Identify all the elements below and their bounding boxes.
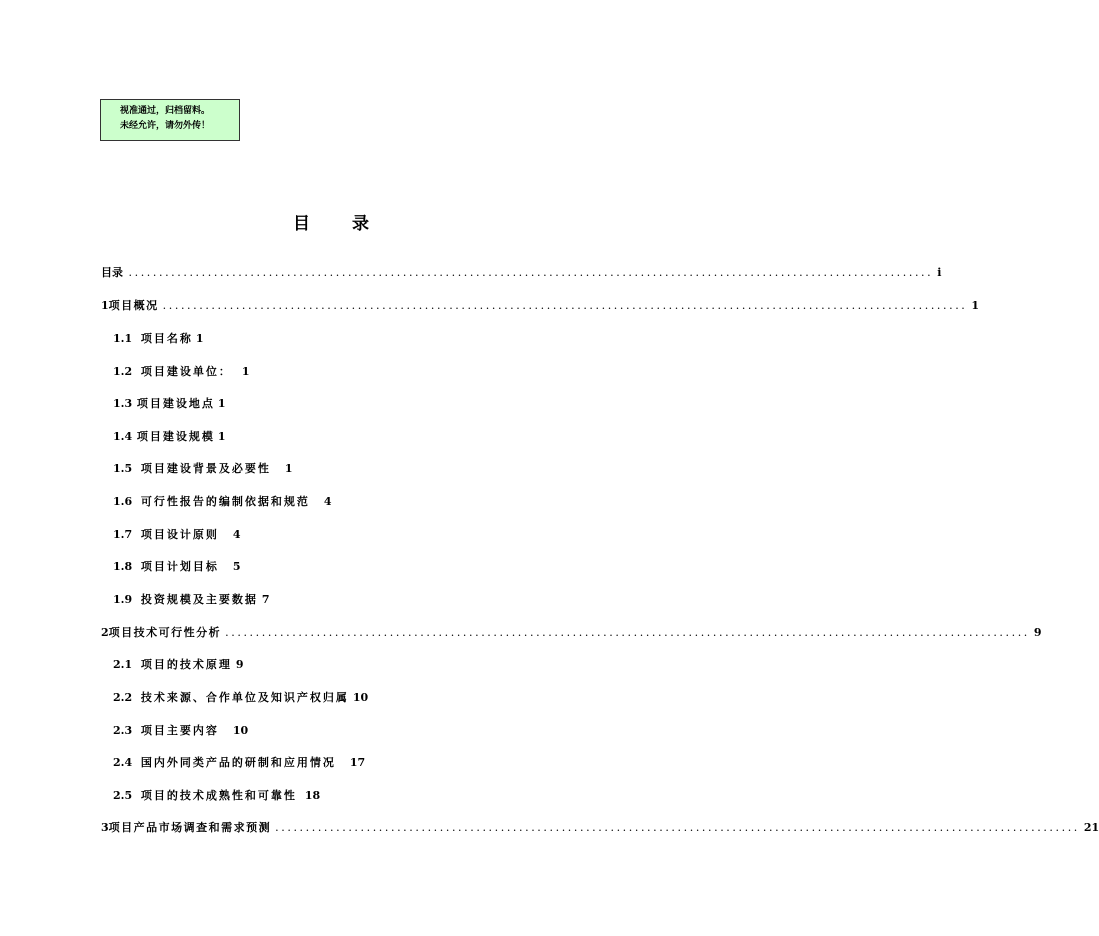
toc-entry-2-1[interactable] [113,657,244,673]
toc-entry-page: 4 [323,495,332,508]
toc-entry-text: 项目计划目标 [140,560,219,573]
toc-entry-text: 项目建设规模 [136,430,215,443]
toc-entry-text: 项目建设单位： [140,365,232,378]
toc-entry-number: 2.2 [113,691,133,704]
toc-entry-text: 项目技术可行性分析 [108,626,222,639]
toc-entry-page: 4 [232,528,241,541]
toc-entry-contents[interactable] [101,265,942,281]
toc-entry-text: 项目的技术原理 [140,658,232,671]
toc-entry-page: 9 [235,658,244,671]
toc-entry-1-9[interactable] [113,592,270,608]
toc-entry-number: 1.8 [113,560,133,573]
stamp-line-2: 未经允许，请勿外传！ [120,121,211,131]
toc-entry-page: 5 [232,560,241,573]
dot-leader: .................................................................................................................................... [225,626,1030,639]
toc-entry-page: 9 [1033,626,1042,639]
toc-entry-text: 项目主要内容 [140,724,219,737]
toc-entry-1-4[interactable] [113,429,226,445]
toc-entry-text: 投资规模及主要数据 [140,593,258,606]
toc-entry-number: 3 [101,821,109,834]
toc-entry-number: 2.4 [113,756,133,769]
toc-entry-page: i [937,266,942,279]
toc-entry-1[interactable] [101,298,980,314]
toc-entry-text: 项目建设地点 [136,397,215,410]
toc-entry-page: 1 [195,332,204,345]
toc-entry-text: 项目名称 [140,332,193,345]
toc-entry-2-2[interactable] [113,690,368,706]
toc-entry-number: 1.1 [113,332,133,345]
toc-entry-1-2[interactable] [113,364,250,380]
stamp-line-1: 视准通过，归档留料。 [120,106,211,116]
confidential-stamp [100,99,240,141]
toc-entry-page: 1 [217,430,226,443]
toc-entry-text: 国内外同类产品的研制和应用情况 [140,756,336,769]
toc-entry-number: 目 [101,266,112,279]
toc-entry-page: 21 [1083,821,1099,834]
toc-entry-text: 录 [112,266,125,279]
toc-entry-page: 10 [232,724,249,737]
toc-entry-1-3[interactable] [113,396,226,412]
toc-entry-page: 1 [241,365,250,378]
toc-entry-number: 1.2 [113,365,133,378]
toc-entry-2-3[interactable] [113,723,248,739]
toc-entry-1-8[interactable] [113,559,241,575]
toc-entry-number: 1.5 [113,462,133,475]
toc-entry-text: 项目产品市场调查和需求预测 [108,821,272,834]
toc-entry-1-7[interactable] [113,527,241,543]
toc-entry-text: 技术来源、合作单位及知识产权归属 [140,691,349,704]
toc-entry-1-6[interactable] [113,494,332,510]
dot-leader: .................................................................................................................................... [162,299,968,312]
toc-entry-2[interactable] [101,625,1042,641]
toc-entry-number: 1.7 [113,528,133,541]
toc-entry-text: 项目概况 [108,299,159,312]
toc-entry-text: 项目的技术成熟性和可靠性 [140,789,297,802]
toc-entry-number: 1.4 [113,430,133,443]
toc-entry-number: 1.6 [113,495,133,508]
toc-entry-number: 2.5 [113,789,133,802]
toc-entry-text: 项目建设背景及必要性 [140,462,271,475]
toc-entry-text: 可行性报告的编制依据和规范 [140,495,310,508]
toc-entry-text: 项目设计原则 [140,528,219,541]
toc-entry-1-5[interactable] [113,461,293,477]
toc-entry-page: 7 [261,593,270,606]
toc-entry-number: 2.1 [113,658,133,671]
toc-entry-number: 2.3 [113,724,133,737]
toc-entry-page: 1 [284,462,293,475]
toc-entry-page: 10 [352,691,369,704]
toc-entry-page: 1 [971,299,980,312]
toc-entry-2-5[interactable] [113,788,320,804]
toc-entry-page: 1 [217,397,226,410]
toc-entry-number: 1 [101,299,109,312]
toc-entry-page: 18 [304,789,321,802]
toc-entry-number: 1.9 [113,593,133,606]
toc-entry-page: 17 [349,756,366,769]
dot-leader: .................................................................................................................................... [275,821,1080,834]
toc-entry-3[interactable] [101,820,1099,836]
toc-entry-1-1[interactable] [113,331,204,347]
dot-leader: .................................................................................................................................... [128,266,934,279]
toc-title: 目 录 [293,214,387,234]
toc-entry-2-4[interactable] [113,755,365,771]
toc-entry-number: 1.3 [113,397,133,410]
toc-entry-number: 2 [101,626,109,639]
